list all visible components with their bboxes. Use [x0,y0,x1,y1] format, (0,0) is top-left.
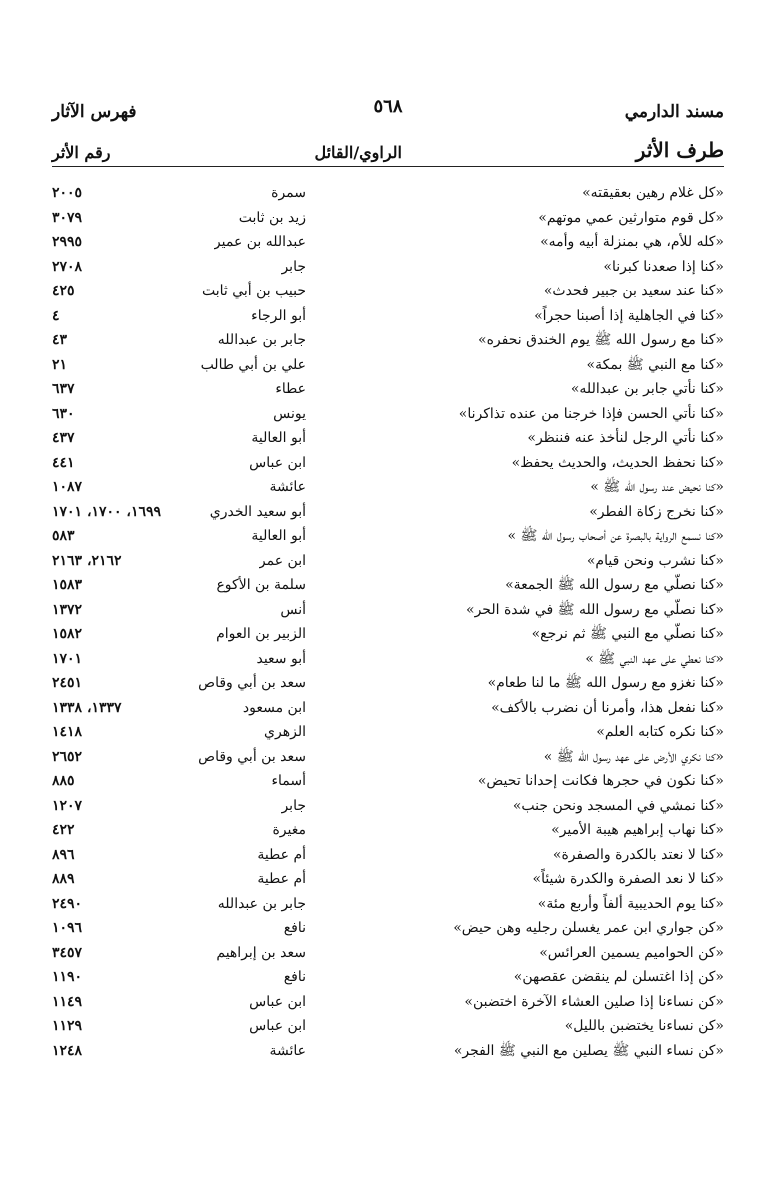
narrator-name: عائشة [269,1042,306,1059]
narrator-name: علي بن أبي طالب [200,356,306,373]
column-header-atar: طرف الأثر [635,138,724,162]
atar-text: «كن نساءنا يختضبن بالليل» [564,1018,724,1034]
narrator-name: عبدالله بن عمير [213,234,306,250]
atar-number: ٤٣ [52,332,68,348]
atar-number: ٢١٦٢، ٢١٦٣ [52,552,122,569]
narrator-name: حبيب بن أبي ثابت [201,283,306,299]
atar-number: ١٣٧٢ [52,601,83,618]
atar-text: «كن جواري ابن عمر يغسلن رجليه وهن حيض» [453,920,724,936]
atar-text: «كن نساءنا إذا صلين العشاء الآخرة اختضبن» [464,993,724,1010]
atar-number: ٨٨٥ [52,773,75,789]
atar-text: «كنا نكره كتابه العلم» [596,724,724,740]
atar-number: ٢٧٠٨ [52,258,83,275]
atar-text: «كل غلام رهين بعقيقته» [582,185,724,201]
table-row [52,745,724,770]
atar-number: ٨٨٩ [52,871,75,887]
page-number: ٥٦٨ [373,96,403,117]
atar-number: ١٢٤٨ [52,1042,83,1059]
atar-number: ٦٣٠ [52,405,75,422]
atar-number: ١١٤٩ [52,993,83,1010]
narrator-name: أبو سعيد الخدري [209,503,306,520]
atar-number: ١٥٨٣ [52,577,83,593]
narrator-name: ابن مسعود [242,699,306,716]
atar-number: ١٦٩٩، ١٧٠٠، ١٧٠١ [52,503,162,520]
atar-text: «كنا يوم الحديبية ألفاً وأربع مئة» [537,895,724,912]
atar-text: «كنا مع رسول الله ﷺ يوم الخندق نحفره» [478,332,724,348]
table-row [52,1039,724,1064]
narrator-name: جابر [281,797,306,814]
atar-text: «كنا إذا صعدنا كبرنا» [603,258,724,275]
narrator-name: جابر بن عبدالله [217,895,306,912]
narrator-name: جابر [281,258,306,275]
atar-number: ٤ [52,307,60,324]
atar-number: ١٠٨٧ [52,479,83,495]
atar-text: «كنا نحفظ الحديث، والحديث يحفظ» [511,454,724,471]
atar-number: ٢٠٠٥ [52,185,83,201]
table-row [52,573,724,598]
atar-number: ١٧٠١ [52,650,83,667]
table-row [52,181,724,206]
atar-number: ٨٩٦ [52,846,75,863]
table-row [52,451,724,476]
atar-text: «كنا نكون في حجرها فكانت إحدانا تحيض» [477,773,724,789]
atar-text: «كنا نأتي جابر بن عبدالله» [570,381,724,397]
table-row [52,794,724,819]
narrator-name: يونس [273,405,306,422]
atar-text: «كنا نأتي الحسن فإذا خرجنا من عنده تذاكرنا» [458,405,724,422]
atar-text: «كل قوم متوارثين عمي موتهم» [538,209,724,226]
table-row [52,377,724,402]
book-title: مسند الدارمي [624,102,724,122]
narrator-name: أنس [280,601,306,618]
table-row [52,769,724,794]
narrator-name: الزهري [264,724,306,740]
atar-number: ١٥٨٢ [52,626,83,642]
atar-text: «كنا نغزو مع رسول الله ﷺ ما لنا طعام» [487,675,724,691]
atar-text: «كنا نكري الأرض على عهد رسول الله ﷺ » [543,748,724,765]
table-row [52,696,724,721]
atar-text: «كنا نصلّي مع رسول الله ﷺ الجمعة» [505,577,724,593]
narrator-name: أم عطية [257,871,306,887]
running-head [52,94,724,132]
table-row [52,720,724,745]
atar-number: ٣٠٧٩ [52,209,83,226]
atar-number: ٤٢٢ [52,822,75,838]
narrator-name: نافع [283,920,306,936]
atar-text: «كنا نصلّي مع النبي ﷺ ثم نرجع» [531,626,724,642]
narrator-name: سمرة [271,185,306,201]
table-row [52,304,724,329]
atar-number: ١٣٣٧، ١٣٣٨ [52,699,122,716]
table-row [52,647,724,672]
atar-number: ٢١ [52,356,68,373]
atar-text: «كله للأم، هي بمنزلة أبيه وأمه» [540,234,724,250]
atar-text: «كنا لا نعد الصفرة والكدرة شيئاً» [532,871,724,887]
narrator-name: ابن عمر [258,552,306,569]
table-row [52,255,724,280]
narrator-name: سعد بن أبي وقاص [198,675,306,691]
column-headers [52,132,724,167]
narrator-name: أبو العالية [251,430,306,446]
atar-number: ٢٩٩٥ [52,234,83,250]
table-row [52,279,724,304]
narrator-name: ابن عباس [249,454,306,471]
table-row [52,892,724,917]
table-row [52,1014,724,1039]
narrator-name: زيد بن ثابت [238,209,306,226]
column-header-number: رقم الأثر [52,143,111,162]
column-header-narrator: الراوي/القائل [314,143,402,162]
table-row [52,965,724,990]
atar-text: «كنا مع النبي ﷺ بمكة» [586,356,724,373]
atar-text: «كنا نعطي على عهد النبي ﷺ » [585,650,724,667]
atar-text: «كنا نشرب ونحن قيام» [586,552,724,569]
narrator-name: الزبير بن العوام [216,626,306,642]
atar-text: «كنا نحيض عند رسول الله ﷺ » [590,479,724,495]
table-row [52,671,724,696]
table-row [52,843,724,868]
index-table [52,181,724,1063]
atar-number: ٤٢٥ [52,283,75,299]
narrator-name: أبو سعيد [256,650,306,667]
atar-number: ٣٤٥٧ [52,944,83,961]
narrator-name: سعد بن إبراهيم [216,944,306,961]
narrator-name: مغيرة [272,822,306,838]
narrator-name: ابن عباس [249,1018,306,1034]
section-title: فهرس الآثار [52,102,137,122]
atar-text: «كنا نأتي الرجل لنأخذ عنه فننظر» [527,430,724,446]
table-row [52,867,724,892]
table-row [52,402,724,427]
atar-number: ١٠٩٦ [52,920,83,936]
narrator-name: عائشة [269,479,306,495]
narrator-name: أبو الرجاء [251,307,306,324]
atar-number: ٢٦٥٢ [52,748,83,765]
atar-text: «كنا نخرج زكاة الفطر» [589,503,724,520]
narrator-name: نافع [283,969,306,985]
narrator-name: أسماء [271,773,306,789]
atar-text: «كنا عند سعيد بن جبير فحدث» [543,283,724,299]
table-row [52,475,724,500]
narrator-name: سعد بن أبي وقاص [198,748,306,765]
table-row [52,598,724,623]
atar-text: «كنا نمشي في المسجد ونحن جنب» [512,797,724,814]
table-row [52,426,724,451]
table-row [52,941,724,966]
atar-number: ١٢٠٧ [52,797,83,814]
narrator-name: عطاء [275,381,306,397]
narrator-name: ابن عباس [249,993,306,1010]
table-row [52,206,724,231]
table-row [52,818,724,843]
atar-text: «كنا في الجاهلية إذا أصبنا حجراً» [534,307,724,324]
narrator-name: أم عطية [257,846,306,863]
atar-number: ٤٣٧ [52,430,75,446]
atar-text: «كن الحواميم يسمين العرائس» [539,944,724,961]
atar-number: ٢٤٩٠ [52,895,83,912]
narrator-name: سلمة بن الأكوع [216,577,306,593]
atar-number: ١١٩٠ [52,969,83,985]
index-page [52,94,724,1063]
atar-text: «كن نساء النبي ﷺ يصلين مع النبي ﷺ الفجر» [453,1042,724,1059]
table-row [52,500,724,525]
atar-number: ٦٣٧ [52,381,75,397]
atar-number: ١١٢٩ [52,1018,83,1034]
atar-number: ٤٤١ [52,454,75,471]
narrator-name: جابر بن عبدالله [217,332,306,348]
atar-number: ١٤١٨ [52,724,83,740]
table-row [52,524,724,549]
atar-number: ٢٤٥١ [52,675,83,691]
atar-number: ٥٨٣ [52,528,75,544]
table-row [52,549,724,574]
atar-text: «كن إذا اغتسلن لم ينقضن عقصهن» [513,969,724,985]
atar-text: «كنا نصلّي مع رسول الله ﷺ في شدة الحر» [466,601,724,618]
table-row [52,328,724,353]
table-row [52,230,724,255]
atar-text: «كنا نهاب إبراهيم هيبة الأمير» [551,822,724,838]
table-row [52,990,724,1015]
table-row [52,916,724,941]
narrator-name: أبو العالية [251,528,306,544]
table-row [52,353,724,378]
table-row [52,622,724,647]
atar-text: «كنا نسمع الرواية بالبصرة عن أصحاب رسول الله ﷺ » [507,528,724,544]
atar-text: «كنا نفعل هذا، وأمرنا أن نضرب بالأكف» [491,699,724,716]
atar-text: «كنا لا نعتد بالكدرة والصفرة» [552,846,724,863]
